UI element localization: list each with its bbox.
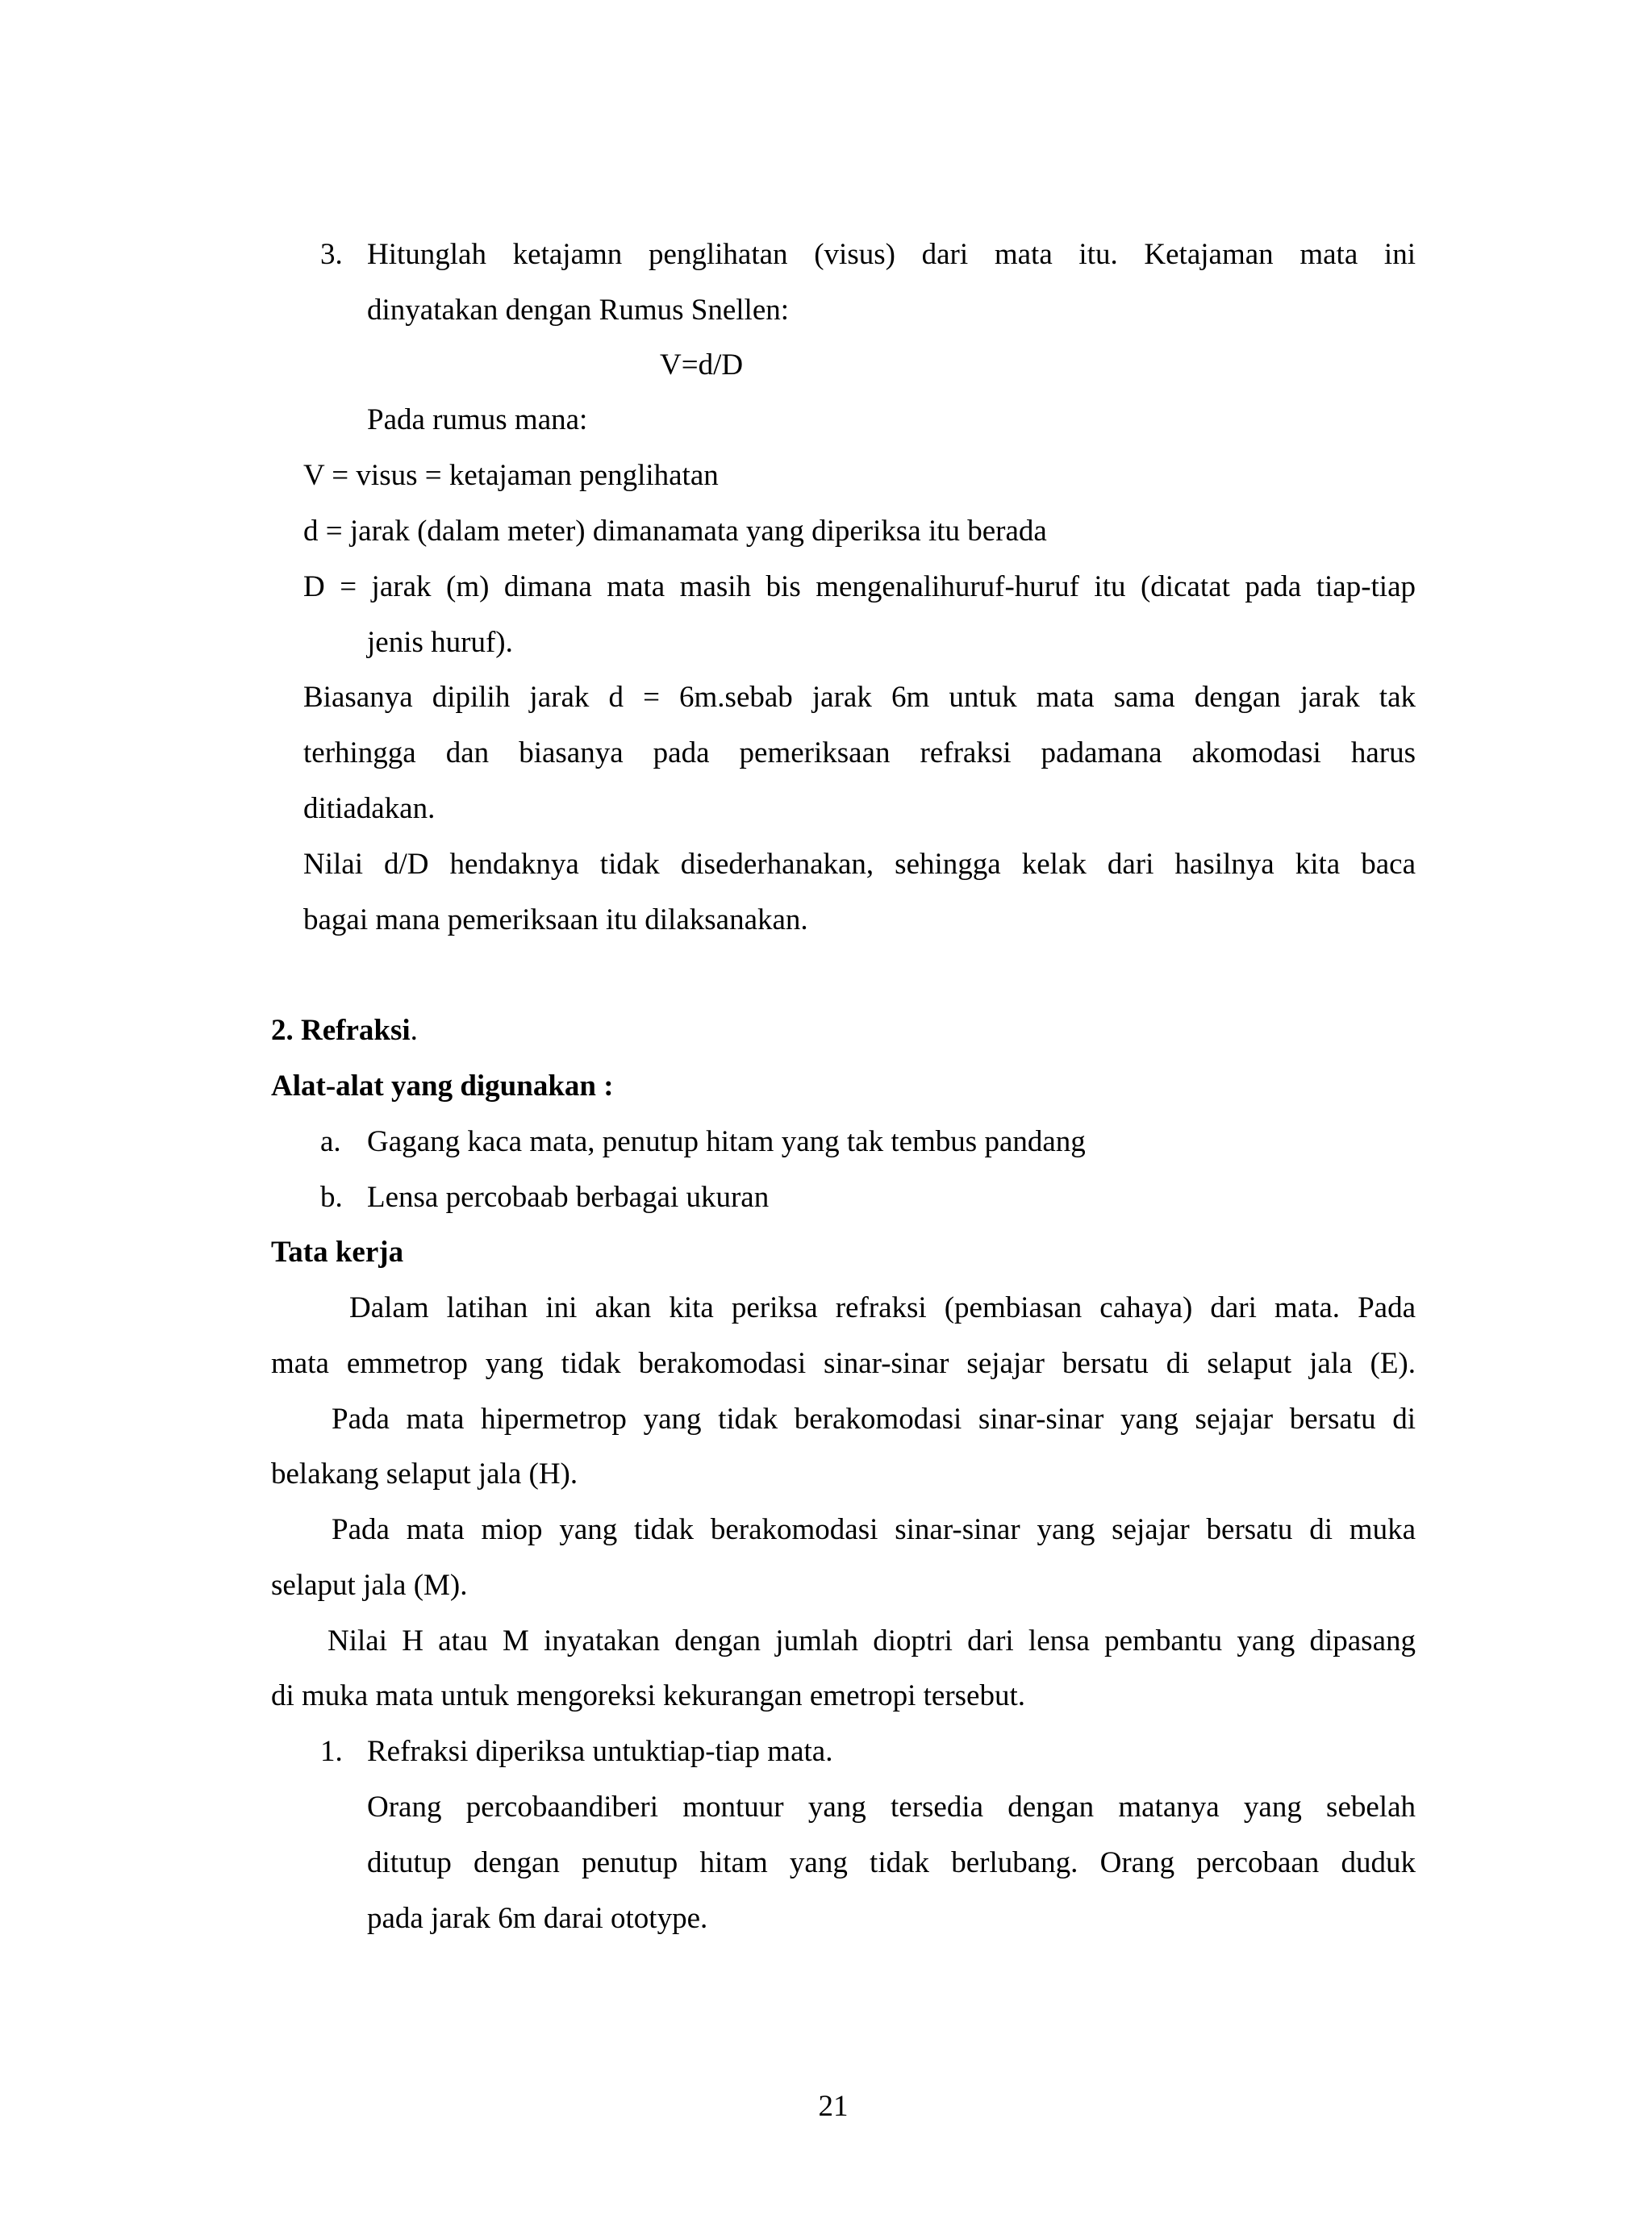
item-3-line-2: dinyatakan dengan Rumus Snellen: — [367, 294, 790, 327]
section-heading-bold: 2. Refraksi — [271, 1014, 411, 1047]
section-heading — [271, 1013, 418, 1049]
tools-heading: Alat-alat yang digunakan : — [271, 1070, 614, 1103]
paragraph-2-line-1: Nilai d/D hendaknya tidak disederhanakan, sehingga kelak dari hasilnya kita baca — [303, 848, 1416, 881]
procedure-p3-line-1: Pada mata miop yang tidak berakomodasi sinar-sinar yang sejajar bersatu di muka — [332, 1513, 1416, 1546]
procedure-heading: Tata kerja — [271, 1236, 404, 1269]
snellen-formula: V=d/D — [660, 348, 744, 382]
section-heading-period: . — [410, 1014, 418, 1047]
procedure-p1-line-2: mata emmetrop yang tidak berakomodasi sinar-sinar sejajar bersatu di selaput jala (E). — [271, 1347, 1416, 1380]
step-1-line-3: pada jarak 6m darai ototype. — [367, 1902, 708, 1935]
formula-where: Pada rumus mana: — [367, 403, 588, 436]
tool-a-text: Gagang kaca mata, penutup hitam yang tak tembus pandang — [367, 1125, 1086, 1158]
tool-b-text: Lensa percobaab berbagai ukuran — [367, 1181, 770, 1214]
step-1-line-1: Orang percobaandiberi montuur yang tersedia dengan matanya yang sebelah — [367, 1791, 1416, 1824]
item-3-line-1: Hitunglah ketajamn penglihatan (visus) dari mata itu. Ketajaman mata ini — [367, 238, 1416, 271]
step-1-line-2: ditutup dengan penutup hitam yang tidak berlubang. Orang percobaan duduk — [367, 1846, 1416, 1879]
definition-d: d = jarak (dalam meter) dimanamata yang diperiksa itu berada — [303, 515, 1047, 548]
procedure-p3-line-2: selaput jala (M). — [271, 1569, 468, 1602]
tool-b-marker: b. — [320, 1181, 343, 1214]
procedure-p4-line-2: di muka mata untuk mengoreksi kekurangan emetropi tersebut. — [271, 1679, 1026, 1712]
tool-a-marker: a. — [320, 1125, 341, 1158]
definition-D-line-2: jenis huruf). — [367, 626, 513, 659]
definition-v: V = visus = ketajaman penglihatan — [303, 459, 719, 492]
step-1-number: 1. — [320, 1735, 343, 1768]
procedure-p4-line-1: Nilai H atau M inyatakan dengan jumlah dioptri dari lensa pembantu yang dipasang — [327, 1624, 1416, 1657]
definition-D-line-1: D = jarak (m) dimana mata masih bis mengenalihuruf-huruf itu (dicatat pada tiap-tiap — [303, 570, 1416, 603]
page-number: 21 — [818, 2090, 849, 2123]
paragraph-1-line-3: ditiadakan. — [303, 792, 436, 825]
item-3-number: 3. — [320, 238, 343, 271]
paragraph-1-line-2: terhingga dan biasanya pada pemeriksaan refraksi padamana akomodasi harus — [303, 736, 1416, 769]
procedure-p2-line-1: Pada mata hipermetrop yang tidak berakomodasi sinar-sinar yang sejajar bersatu di — [332, 1403, 1416, 1436]
paragraph-2-line-2: bagai mana pemeriksaan itu dilaksanakan. — [303, 903, 808, 936]
paragraph-1-line-1: Biasanya dipilih jarak d = 6m.sebab jarak 6m untuk mata sama dengan jarak tak — [303, 681, 1416, 714]
step-1-title: Refraksi diperiksa untuktiap-tiap mata. — [367, 1735, 833, 1768]
procedure-p2-line-2: belakang selaput jala (H). — [271, 1457, 578, 1491]
procedure-p1-line-1: Dalam latihan ini akan kita periksa refraksi (pembiasan cahaya) dari mata. Pada — [349, 1291, 1416, 1324]
